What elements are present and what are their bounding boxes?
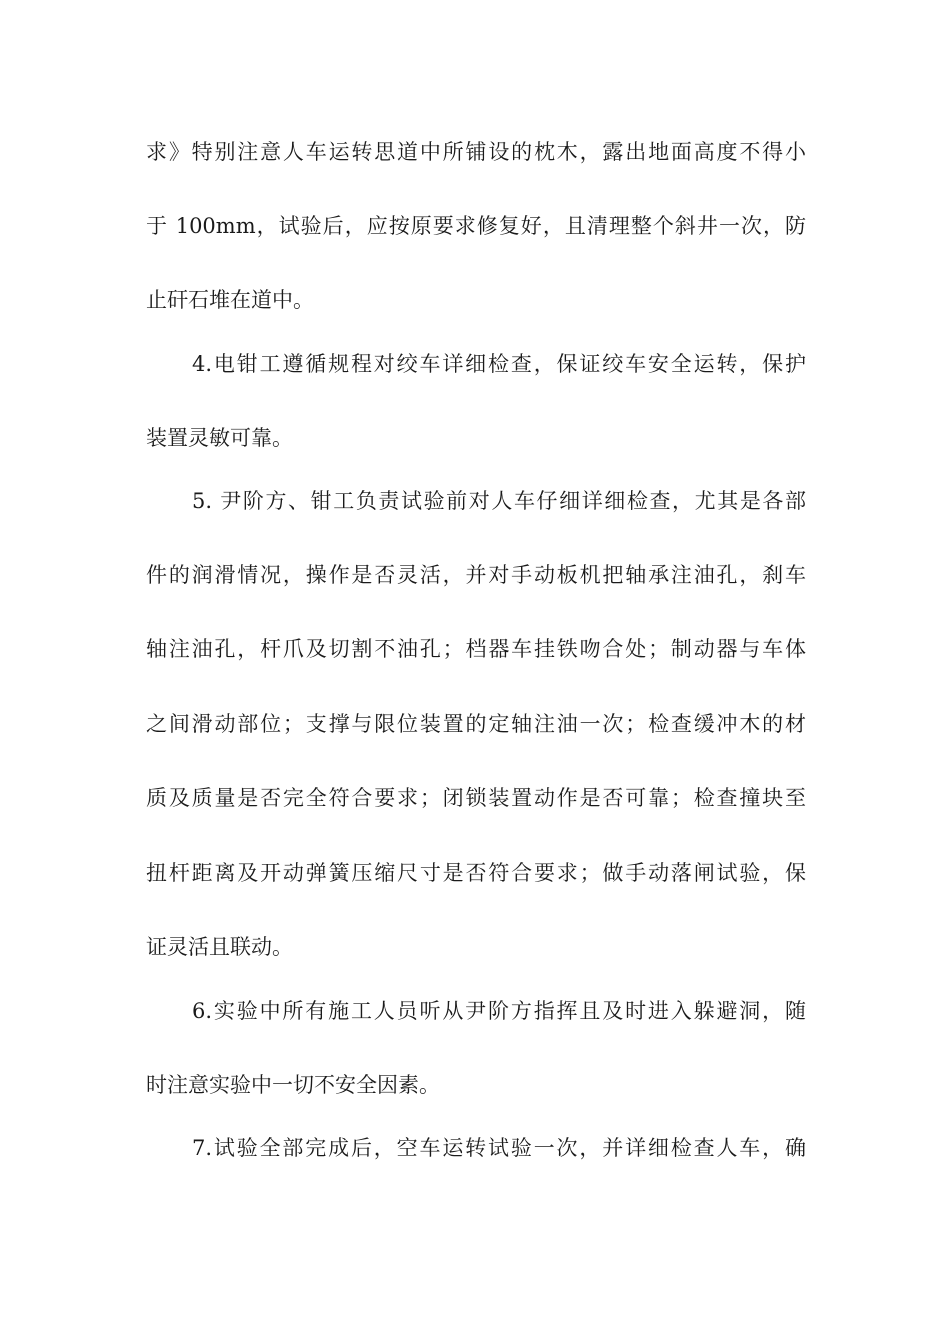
text-line: 止矸石堆在道中。 — [146, 288, 314, 312]
text-line: 6.实验中所有施工人员听从尹阶方指挥且及时进入躲避洞，随 — [192, 999, 806, 1023]
text-line: 件的润滑情况，操作是否灵活，并对手动板机把轴承注油孔，刹车 — [146, 563, 806, 587]
text-line: 于 100mm，试验后，应按原要求修复好，且清理整个斜井一次，防 — [146, 214, 806, 238]
text-line: 时注意实验中一切不安全因素。 — [146, 1073, 440, 1097]
text-line: 4.电钳工遵循规程对绞车详细检查，保证绞车安全运转，保护 — [192, 352, 806, 376]
text-line: 装置灵敏可靠。 — [146, 426, 293, 450]
text-line: 5. 尹阶方、钳工负责试验前对人车仔细详细检查，尤其是各部 — [192, 489, 806, 513]
text-line: 质及质量是否完全符合要求；闭锁装置动作是否可靠；检查撞块至 — [146, 786, 806, 810]
text-line: 轴注油孔，杆爪及切割不油孔；档器车挂铁吻合处；制动器与车体 — [146, 637, 806, 661]
text-line: 之间滑动部位；支撑与限位装置的定轴注油一次；检查缓冲木的材 — [146, 712, 806, 736]
text-line: 证灵活且联动。 — [146, 935, 293, 959]
text-line: 求》特别注意人车运转思道中所铺设的枕木，露出地面高度不得小 — [146, 140, 806, 164]
text-line: 扭杆距离及开动弹簧压缩尺寸是否符合要求；做手动落闸试验，保 — [146, 861, 806, 885]
text-line: 7.试验全部完成后，空车运转试验一次，并详细检查人车，确 — [192, 1136, 806, 1160]
